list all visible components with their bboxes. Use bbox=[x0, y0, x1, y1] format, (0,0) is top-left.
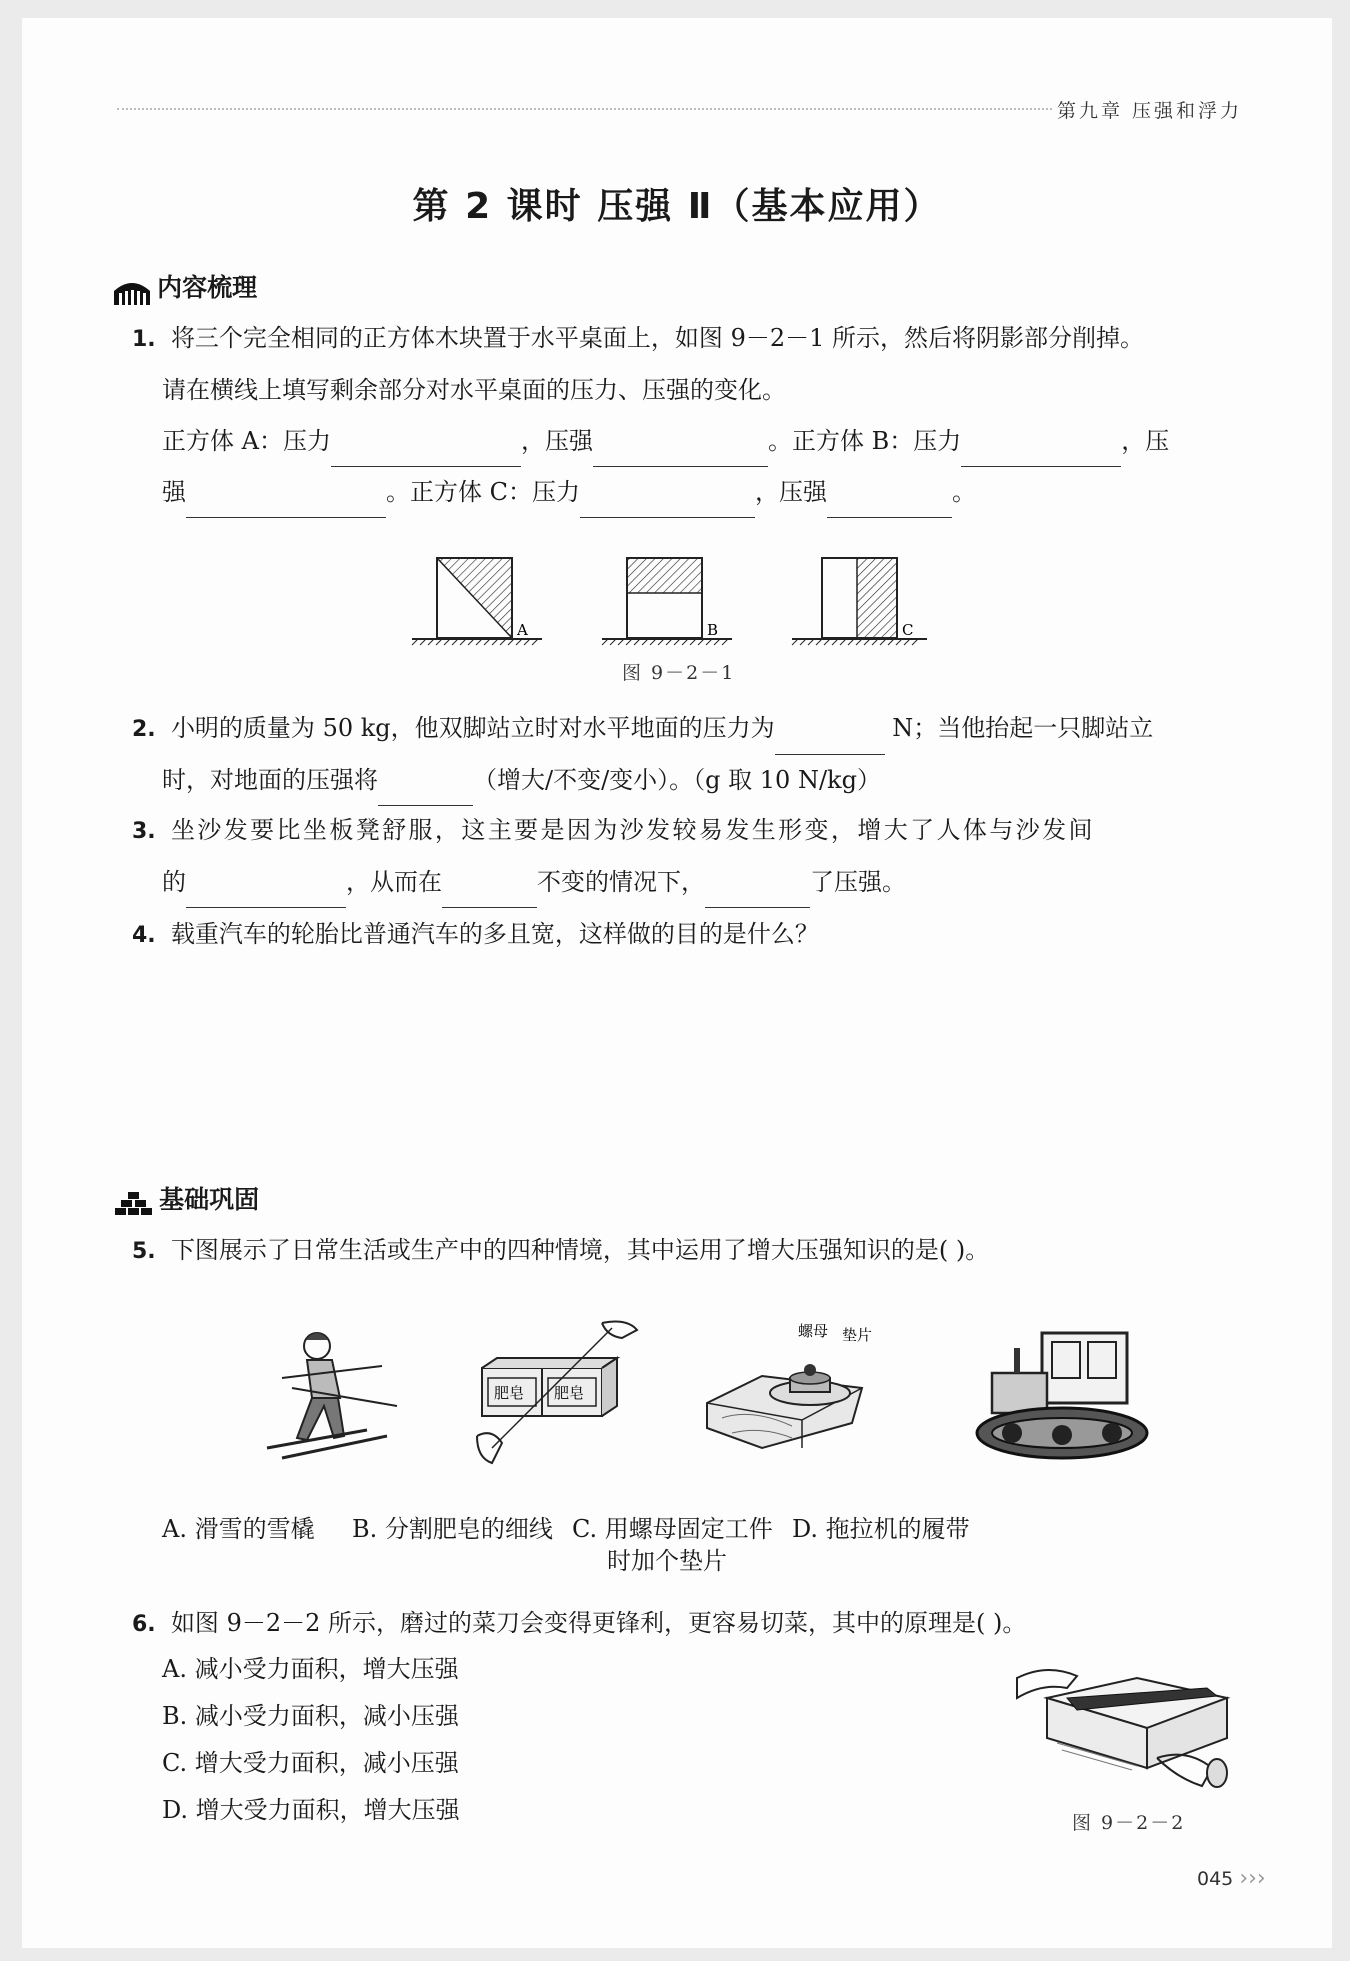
label-c: C bbox=[902, 621, 914, 639]
q3-blank-area[interactable] bbox=[186, 875, 346, 908]
question-2 bbox=[132, 703, 1282, 806]
q3-text: 的 bbox=[162, 868, 186, 896]
q2-text: （增大/不变/变小）。（g 取 10 N/kg） bbox=[473, 766, 881, 794]
nut-label: 螺母 bbox=[798, 1322, 829, 1340]
q2-text: N；当他抬起一只脚站立 bbox=[892, 714, 1154, 742]
q1-a-label: 正方体 A：压力 bbox=[162, 427, 331, 455]
nut-washer-image bbox=[692, 1308, 882, 1468]
q6-option-c[interactable]: C. 增大受力面积，减小压强 bbox=[162, 1749, 459, 1777]
q5-option-a[interactable]: A. 滑雪的雪橇 bbox=[162, 1515, 315, 1543]
q1-text: ，压 bbox=[1121, 427, 1170, 455]
label-a: A bbox=[517, 621, 528, 639]
q1-c-label: 。正方体 C：压力 bbox=[386, 478, 580, 506]
chapter-title: 第九章 压强和浮力 bbox=[1056, 100, 1242, 122]
knife-sharpening-image bbox=[1007, 1658, 1247, 1798]
question-number: 4. bbox=[132, 923, 156, 948]
q6-option-b[interactable]: B. 减小受力面积，减小压强 bbox=[162, 1702, 459, 1730]
block-c bbox=[792, 558, 927, 645]
q1-blank-b-pressure[interactable] bbox=[186, 485, 386, 518]
q1-text: ，压强 bbox=[755, 478, 827, 506]
q4-text: 载重汽车的轮胎比普通汽车的多且宽，这样做的目的是什么？ bbox=[170, 920, 819, 948]
q1-b-label: 。正方体 B：压力 bbox=[767, 427, 962, 455]
block-a bbox=[412, 558, 542, 645]
question-number: 6. bbox=[132, 1612, 156, 1637]
lesson-title: 第 2 课时 压强 Ⅱ（基本应用） bbox=[412, 186, 942, 227]
page bbox=[22, 18, 1332, 1948]
question-5 bbox=[132, 1225, 1282, 1277]
figure-9-2-1 bbox=[407, 543, 977, 653]
q1-blank-b-force[interactable] bbox=[961, 434, 1121, 467]
q5-option-d[interactable]: D. 拖拉机的履带 bbox=[792, 1515, 970, 1543]
question-3 bbox=[132, 805, 1282, 908]
q2-text: 小明的质量为 50 kg，他双脚站立时对水平地面的压力为 bbox=[170, 714, 775, 742]
question-number: 1. bbox=[132, 327, 156, 352]
q6-option-d[interactable]: D. 增大受力面积，增大压强 bbox=[162, 1796, 460, 1824]
tractor-image bbox=[972, 1318, 1152, 1468]
q5-text: 下图展示了日常生活或生产中的四种情境，其中运用了增大压强知识的是( )。 bbox=[170, 1236, 990, 1264]
q6-option-a[interactable]: A. 减小受力面积，增大压强 bbox=[162, 1655, 459, 1683]
q3-blank-change[interactable] bbox=[705, 875, 810, 908]
figure-caption: 图 9－2－2 bbox=[1072, 1812, 1186, 1834]
q1-blank-a-pressure[interactable] bbox=[593, 434, 768, 467]
q1-blank-c-pressure[interactable] bbox=[827, 485, 952, 518]
q1-text: ，压强 bbox=[520, 427, 593, 455]
section-header-basics bbox=[114, 1180, 259, 1218]
page-arrows-icon: ››› bbox=[1239, 1866, 1266, 1891]
q5-option-c-cont: 时加个垫片 bbox=[607, 1547, 727, 1575]
q3-text: 了压强。 bbox=[810, 868, 906, 896]
question-4 bbox=[132, 909, 1282, 961]
section-title: 内容梳理 bbox=[157, 273, 258, 302]
q4-answer-area[interactable] bbox=[162, 978, 1262, 1138]
q2-blank-pressure[interactable] bbox=[378, 773, 473, 806]
q3-text: 坐沙发要比坐板凳舒服，这主要是因为沙发较易发生形变，增大了人体与沙发间 bbox=[170, 816, 1095, 844]
washer-label: 垫片 bbox=[842, 1326, 873, 1344]
q6-text: 如图 9－2－2 所示，磨过的菜刀会变得更锋利，更容易切菜，其中的原理是( )。 bbox=[170, 1609, 1027, 1637]
q1-blank-c-force[interactable] bbox=[580, 485, 755, 518]
block-b bbox=[602, 558, 732, 645]
q5-option-c[interactable]: C. 用螺母固定工件 bbox=[572, 1515, 773, 1543]
soap-cutting-image bbox=[462, 1318, 642, 1468]
q1-line2: 请在横线上填写剩余部分对水平桌面的压力、压强的变化。 bbox=[162, 376, 786, 404]
question-6 bbox=[132, 1598, 1282, 1650]
page-number-value: 045 bbox=[1197, 1868, 1234, 1890]
q1-line1: 将三个完全相同的正方体木块置于水平桌面上，如图 9－2－1 所示，然后将阴影部分削掉。 bbox=[170, 324, 1145, 352]
question-1 bbox=[132, 313, 1282, 518]
q2-blank-force[interactable] bbox=[775, 722, 885, 755]
section-header-content bbox=[112, 268, 257, 307]
q5-option-b[interactable]: B. 分割肥皂的细线 bbox=[352, 1515, 553, 1543]
q3-text: ，从而在 bbox=[346, 868, 442, 896]
question-number: 2. bbox=[132, 717, 156, 742]
soap-label: 肥皂 bbox=[494, 1384, 525, 1402]
figure-caption: 图 9－2－1 bbox=[622, 662, 736, 684]
q1-text: 。 bbox=[952, 478, 976, 506]
header-divider bbox=[117, 108, 1052, 110]
arch-icon bbox=[112, 277, 152, 307]
label-b: B bbox=[707, 621, 719, 639]
q1-text: 强 bbox=[162, 478, 186, 506]
skier-image bbox=[262, 1318, 402, 1468]
q3-text: 不变的情况下， bbox=[537, 868, 705, 896]
question-number: 3. bbox=[132, 819, 156, 844]
section-title: 基础巩固 bbox=[159, 1185, 260, 1214]
question-number: 5. bbox=[132, 1239, 156, 1264]
soap-label: 肥皂 bbox=[554, 1384, 585, 1402]
page-number bbox=[1197, 1866, 1266, 1891]
q2-text: 时，对地面的压强将 bbox=[162, 766, 378, 794]
q1-blank-a-force[interactable] bbox=[331, 434, 521, 467]
bricks-icon bbox=[114, 1190, 154, 1218]
q3-blank-force[interactable] bbox=[442, 875, 537, 908]
